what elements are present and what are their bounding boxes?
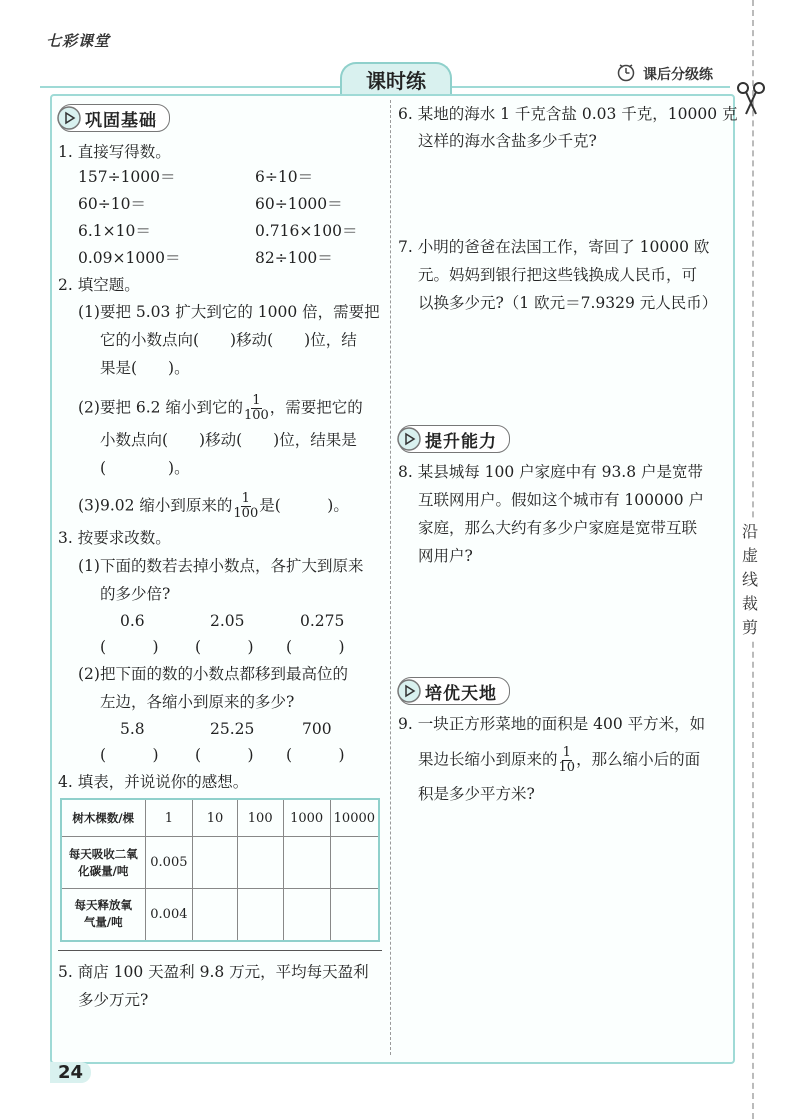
q1-item: 6.1×10＝ xyxy=(78,222,151,240)
q2-title: 2. 填空题。 xyxy=(58,276,140,294)
q5-line: 多少万元? xyxy=(78,991,149,1009)
q3-value: 0.6 xyxy=(120,612,145,630)
page-title: 课时练 xyxy=(340,62,452,98)
table-cell: 0.004 xyxy=(145,889,193,941)
q9-line: 果边长缩小到原来的 $\frac{1}{10}$ ，那么缩小后的面 xyxy=(418,745,701,775)
q3-part1-line: 的多少倍? xyxy=(100,585,171,603)
play-icon xyxy=(397,427,421,451)
table-cell: 100 xyxy=(237,799,283,837)
fraction: $\frac{1}{100}$ xyxy=(243,393,269,423)
scissors-icon xyxy=(734,80,768,118)
table-cell[interactable] xyxy=(283,837,330,889)
q3-value: 25.25 xyxy=(210,720,255,738)
table-cell[interactable] xyxy=(283,889,330,941)
q3-part1-line: (1)下面的数若去掉小数点，各扩大到原来 xyxy=(78,557,364,575)
q1-item: 0.09×1000＝ xyxy=(78,249,181,267)
section-advanced: 培优天地 xyxy=(398,677,510,705)
q8-line: 8. 某县城每 100 户家庭中有 93.8 户是宽带 xyxy=(398,463,704,481)
q1-item: 60÷10＝ xyxy=(78,195,146,213)
q4-title: 4. 填表，并说说你的感想。 xyxy=(58,773,249,791)
section-ability: 提升能力 xyxy=(398,425,510,453)
table-cell[interactable] xyxy=(237,837,283,889)
q1-item: 60÷1000＝ xyxy=(255,195,343,213)
q2-part1-line: 它的小数点向( )移动( )位，结 xyxy=(100,331,357,349)
play-icon xyxy=(397,679,421,703)
q3-part2-line: 左边，各缩小到原来的多少? xyxy=(100,693,295,711)
q2-part3-line: (3)9.02 缩小到原来的 $\frac{1}{100}$ 是( )。 xyxy=(78,491,349,521)
page-subtitle: 课后分级练 xyxy=(643,67,713,83)
q1-item: 0.716×100＝ xyxy=(255,222,358,240)
q8-line: 互联网用户。假如这个城市有 100000 户 xyxy=(418,491,705,509)
table-cell[interactable] xyxy=(330,889,379,941)
q1-item: 157÷1000＝ xyxy=(78,168,176,186)
q3-value: 2.05 xyxy=(210,612,245,630)
q9-line: 积是多少平方米? xyxy=(418,785,535,803)
cut-label: 沿 虚 线 裁 剪 xyxy=(738,520,762,640)
table-cell: 每天释放氧 气量/吨 xyxy=(61,889,145,941)
table-cell[interactable] xyxy=(193,889,238,941)
q8-line: 网用户? xyxy=(418,547,473,565)
q3-blank: ( ) xyxy=(195,638,254,656)
table-cell: 每天吸收二氧 化碳量/吨 xyxy=(61,837,145,889)
q7-line: 7. 小明的爸爸在法国工作，寄回了 10000 欧 xyxy=(398,238,710,256)
q6-line: 6. 某地的海水 1 千克含盐 0.03 千克，10000 克 xyxy=(398,105,738,123)
q2-part1-line: (1)要把 5.03 扩大到它的 1000 倍，需要把 xyxy=(78,303,380,321)
q3-value: 700 xyxy=(302,720,332,738)
q7-line: 元。妈妈到银行把这些钱换成人民币，可 xyxy=(418,266,698,284)
q1-item: 6÷10＝ xyxy=(255,168,314,186)
fraction: $\frac{1}{10}$ xyxy=(558,745,576,775)
table-cell: 0.005 xyxy=(145,837,193,889)
clock-icon xyxy=(616,62,636,82)
q3-value: 5.8 xyxy=(120,720,145,738)
q3-blank: ( ) xyxy=(100,638,159,656)
column-divider xyxy=(390,100,391,1055)
table-row xyxy=(61,837,379,889)
q1-item: 82÷100＝ xyxy=(255,249,333,267)
q2-part2-line: ( )。 xyxy=(100,459,190,477)
table-cell: 树木棵数/棵 xyxy=(61,799,145,837)
page-number: 24 xyxy=(50,1062,91,1083)
table-cell: 1000 xyxy=(283,799,330,837)
table-row xyxy=(61,799,379,837)
table-cell: 1 xyxy=(145,799,193,837)
q4-table xyxy=(60,798,380,942)
q5-line: 5. 商店 100 天盈利 9.8 万元，平均每天盈利 xyxy=(58,963,369,981)
brand-logo: 七彩课堂 xyxy=(46,32,111,50)
q3-blank: ( ) xyxy=(195,746,254,764)
separator-rule xyxy=(58,950,382,951)
table-cell: 10000 xyxy=(330,799,379,837)
q3-blank: ( ) xyxy=(100,746,159,764)
q3-value: 0.275 xyxy=(300,612,345,630)
q2-part2-line: (2)要把 6.2 缩小到它的 $\frac{1}{100}$ ，需要把它的 xyxy=(78,393,363,423)
table-cell: 10 xyxy=(193,799,238,837)
q3-title: 3. 按要求改数。 xyxy=(58,529,171,547)
q9-line: 9. 一块正方形菜地的面积是 400 平方米，如 xyxy=(398,715,706,733)
q3-part2-line: (2)把下面的数的小数点都移到最高位的 xyxy=(78,665,348,683)
table-cell[interactable] xyxy=(193,837,238,889)
q3-blank: ( ) xyxy=(286,638,345,656)
q2-part2-line: 小数点向( )移动( )位，结果是 xyxy=(100,431,357,449)
q3-blank: ( ) xyxy=(286,746,345,764)
q6-line: 这样的海水含盐多少千克? xyxy=(418,132,597,150)
section-basic: 巩固基础 xyxy=(58,104,170,132)
fraction: $\frac{1}{100}$ xyxy=(233,491,259,521)
q8-line: 家庭，那么大约有多少户家庭是宽带互联 xyxy=(418,519,698,537)
q2-part1-line: 果是( )。 xyxy=(100,359,190,377)
q1-title: 1. 直接写得数。 xyxy=(58,143,171,161)
play-icon xyxy=(57,106,81,130)
table-row xyxy=(61,889,379,941)
q7-line: 以换多少元?（1 欧元＝7.9329 元人民币） xyxy=(418,294,718,312)
table-cell[interactable] xyxy=(237,889,283,941)
table-cell[interactable] xyxy=(330,837,379,889)
